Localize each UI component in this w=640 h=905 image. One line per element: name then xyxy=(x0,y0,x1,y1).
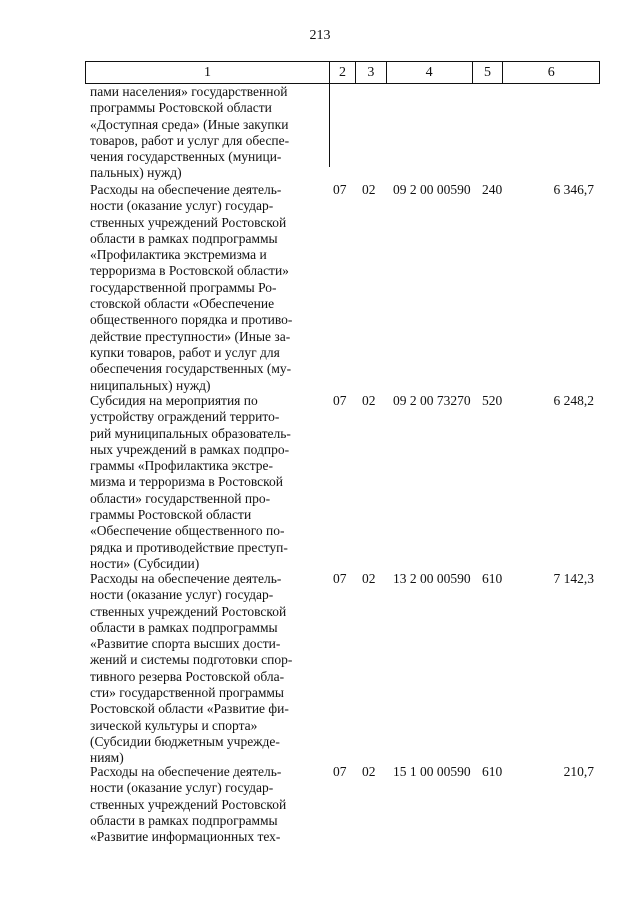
column-header-2: 2 xyxy=(329,62,355,83)
row-description: Субсидия на мероприятия по устройству ограждений террито- рий муниципальных образователь- ных учреждений в рамках подпро- граммы «Профилактика экстре- мизма и терроризма в Ростовской области» государственной про- граммы Ростовской области «Обеспечение общественного по- рядка и противодействие преступ- ности» (Субсидии) xyxy=(90,393,291,571)
row-description: Расходы на обеспечение деятель- ности (оказание услуг) государ- ственных учреждений Ростовской области в рамках подпрограммы «Развитие информационных тех- xyxy=(90,764,287,845)
column-header-1: 1 xyxy=(204,65,212,80)
row-amount: 7 142,3 xyxy=(553,571,594,586)
column-header-5: 5 xyxy=(472,62,503,83)
row-section: 07 xyxy=(333,393,347,408)
row-subsection: 02 xyxy=(362,393,376,408)
row-target-article: 13 2 00 00590 xyxy=(393,571,471,586)
row-subsection: 02 xyxy=(362,571,376,586)
column-header-3: 3 xyxy=(355,62,386,83)
row-section: 07 xyxy=(333,571,347,586)
column-header-6: 6 xyxy=(502,62,599,83)
column-header-4: 4 xyxy=(386,62,472,83)
row-amount: 6 248,2 xyxy=(553,393,594,408)
row-description: Расходы на обеспечение деятель- ности (оказание услуг) государ- ственных учреждений Ростовской области в рамках подпрограммы «Профилактика экстремизма и терроризма в Ростовской области» государственной программы Ро- стовской области «Обеспечение общественного порядка и противо- действие преступности» (Иные за- купки товаров, работ и услуг для обеспечения государственных (му- ниципальных) нужд) xyxy=(90,182,293,393)
row-subsection: 02 xyxy=(362,764,376,779)
row-amount: 6 346,7 xyxy=(553,182,594,197)
row-target-article: 15 1 00 00590 xyxy=(393,764,471,779)
page-number: 213 xyxy=(309,28,331,43)
row-expense-type: 240 xyxy=(482,182,503,197)
row-section: 07 xyxy=(333,764,347,779)
row-target-article: 09 2 00 73270 xyxy=(393,393,471,408)
row-target-article: 09 2 00 00590 xyxy=(393,182,471,197)
row-description: Расходы на обеспечение деятель- ности (оказание услуг) государ- ственных учреждений Ростовской области в рамках подпрограммы «Развитие спорта высших дости- жений и системы подготовки спор- тивного резерва Ростовской обла- сти» государственной программы Ростовской области «Развитие фи- зической культуры и спорта» (Субсидии бюджетным учрежде- ниям) xyxy=(90,571,293,766)
row-expense-type: 610 xyxy=(482,764,503,779)
row-subsection: 02 xyxy=(362,182,376,197)
row-amount: 210,7 xyxy=(563,764,594,779)
row-expense-type: 610 xyxy=(482,571,503,586)
row-section: 07 xyxy=(333,182,347,197)
row-expense-type: 520 xyxy=(482,393,503,408)
continuation-description: пами населения» государственной программы Ростовской области «Доступная среда» (Иные закупки товаров, работ и услуг для обеспе- чения государственных (муници- пальных) нужд) xyxy=(90,84,290,181)
